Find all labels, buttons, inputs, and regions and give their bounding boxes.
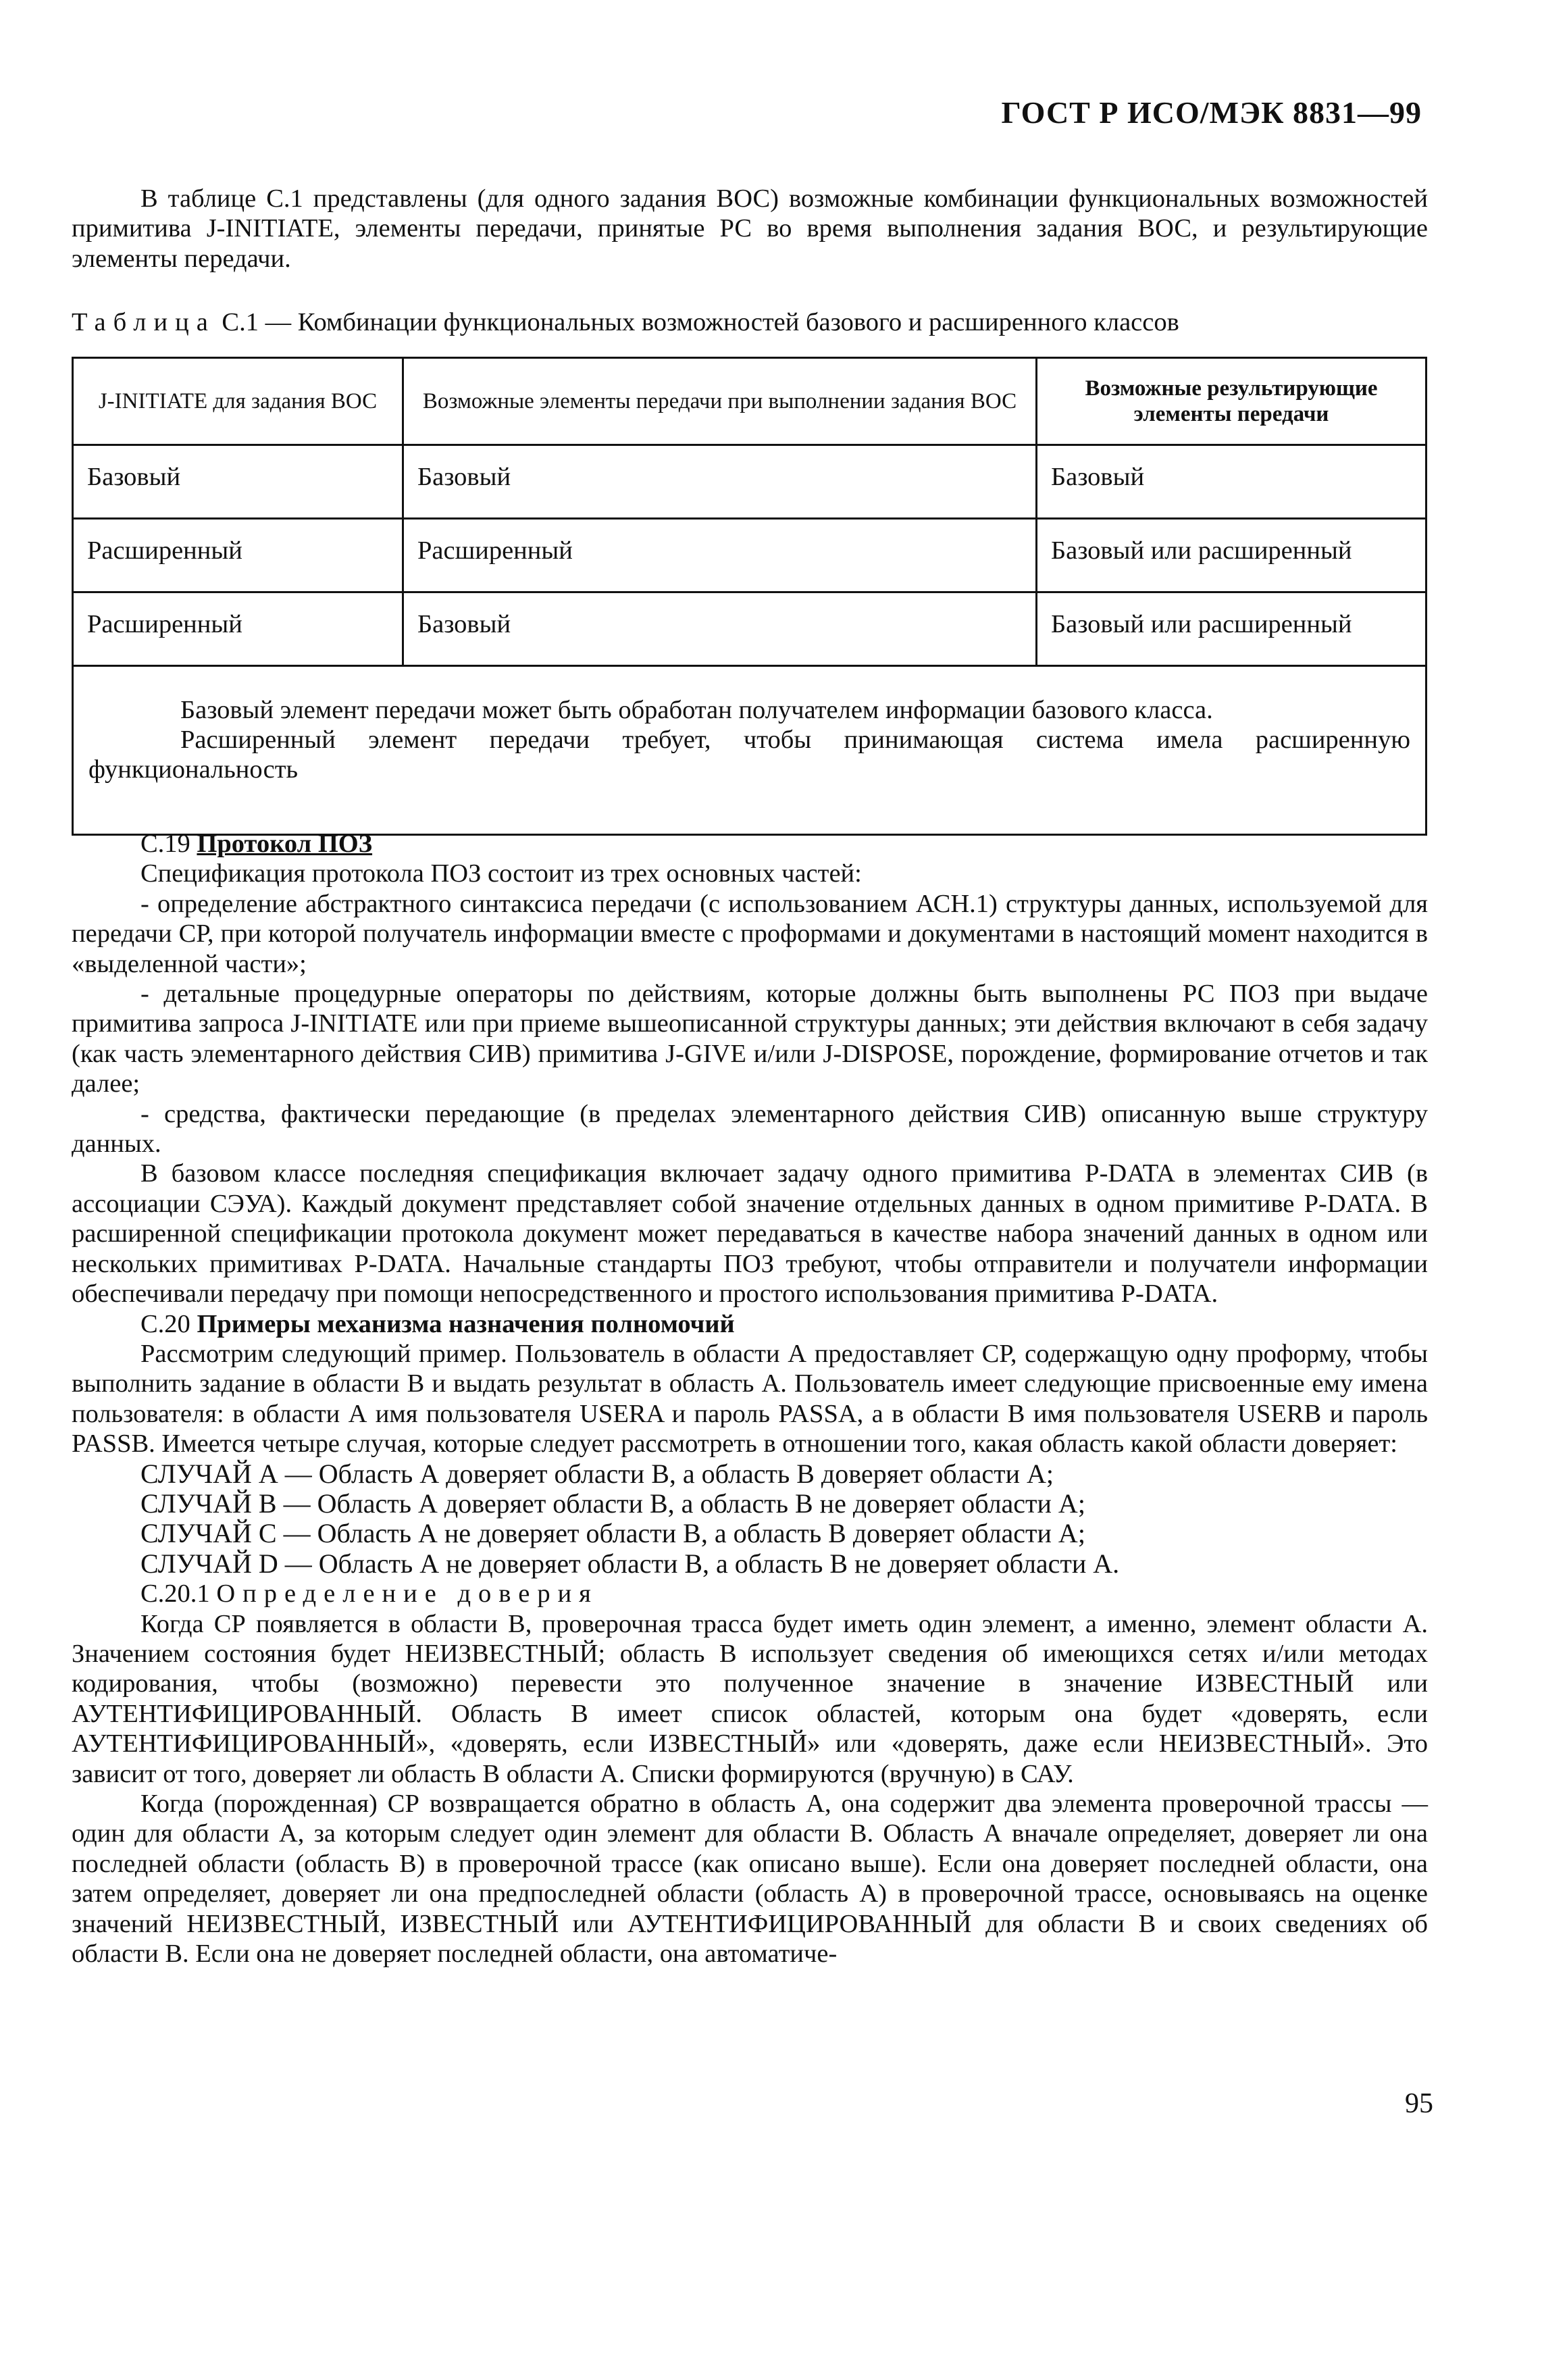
- list-item: - детальные процедурные операторы по действиям, которые должны быть выполнены РС ПОЗ при выдаче примитива запроса J-INITIATE или при приеме вышеописанной структуры данных; эти действия включают в себя задачу (как часть элементарного действия СИВ) примитива J-GIVE и/или J-DISPOSE, порождение, формирование отчетов и так далее;: [72, 980, 1428, 1098]
- table-cell: Базовый: [403, 592, 1037, 666]
- table-caption: [72, 307, 1179, 337]
- section-heading-c20: [72, 1309, 1428, 1339]
- paragraph: В базовом классе последняя спецификация включает задачу одного примитива P-DATA в элементах СИВ (в ассоциации СЭУА). Каждый документ представляет собой значение отдельных данных в одном примитиве P-DATA. В расширенной спецификации протокола документ может передаваться в качестве набора значений данных в одном или нескольких примитивах P-DATA. Начальные стандарты ПОЗ требуют, чтобы отправители и получатели информации обеспечивали передачу при помощи непосредственного и простого использования примитива P-DATA.: [72, 1159, 1428, 1309]
- table-note-row: [73, 666, 1427, 835]
- section-title: Примеры механизма назначения полномочий: [197, 1309, 735, 1338]
- table-note-line-2: Расширенный элемент передачи требует, чтобы принимающая система имела расширенную функциональность: [88, 726, 1410, 784]
- list-item: - определение абстрактного синтаксиса передачи (с использованием АСН.1) структуры данных, используемой для передачи СР, при которой получатель информации вместе с проформами и документами в настоящий момент находится в «выделенной части»;: [72, 889, 1428, 978]
- table-cell: Базовый или расширенный: [1037, 592, 1427, 666]
- table-cell: Базовый: [403, 445, 1037, 519]
- table-row: [73, 445, 1427, 519]
- table-cell: Базовый: [1037, 445, 1427, 519]
- page-header-doc-id: ГОСТ Р ИСО/МЭК 8831—99: [1001, 95, 1422, 130]
- table-header-cell: J-INITIATE для задания ВОС: [73, 358, 403, 445]
- table-header-cell: Возможные результирующие элементы передачи: [1037, 358, 1427, 445]
- table-caption-label: Таблица: [72, 308, 215, 336]
- paragraph: Когда (порожденная) СР возвращается обратно в область А, она содержит два элемента проверочной трассы — один для области А, за которым следует один элемент для области В. Область А вначале определяет, доверяет ли она последней области (область В) в проверочной трассе (как описано выше). Если она доверяет последней области, она затем определяет, доверяет ли она предпоследней области (область А) в проверочной трассе, основываясь на оценке значений НЕИЗВЕСТНЫЙ, ИЗВЕСТНЫЙ или АУТЕНТИФИЦИРОВАННЫЙ для области В и своих сведениях об области В. Если она не доверяет последней области, она автоматиче-: [72, 1790, 1428, 1969]
- table-note-line-1: Базовый элемент передачи может быть обработан получателем информации базового класса.: [180, 696, 1213, 724]
- paragraph: Спецификация протокола ПОЗ состоит из трех основных частей:: [140, 859, 862, 888]
- case-item: СЛУЧАЙ А — Область А доверяет области В, а область В доверяет области А;: [140, 1458, 1054, 1489]
- section-heading-c201: [72, 1579, 1428, 1609]
- table-caption-text: С.1 — Комбинации функциональных возможностей базового и расширенного классов: [222, 308, 1179, 336]
- table-header-cell: Возможные элементы передачи при выполнении задания ВОС: [403, 358, 1037, 445]
- table-cell: Расширенный: [403, 519, 1037, 592]
- table-row: [73, 592, 1427, 666]
- case-item: СЛУЧАЙ D — Область А не доверяет области В, а область В не доверяет области А.: [140, 1548, 1120, 1579]
- body-text: [72, 829, 1428, 1969]
- table-cell: Расширенный: [73, 519, 403, 592]
- intro-paragraph: В таблице С.1 представлены (для одного задания ВОС) возможные комбинации функциональных возможностей примитива J-INITIATE, элементы передачи, принятые РС во время выполнения задания ВОС, и результирующие элементы передачи.: [72, 184, 1428, 273]
- section-heading-c19: [72, 829, 1428, 859]
- case-item: СЛУЧАЙ В — Область А доверяет области В, а область В не доверяет области А;: [140, 1488, 1085, 1519]
- section-number: С.19: [140, 830, 190, 858]
- intro-block: [72, 184, 1428, 274]
- table-cell: Расширенный: [73, 592, 403, 666]
- table-note: [73, 666, 1427, 835]
- table-cell: Базовый: [73, 445, 403, 519]
- section-title: Протокол ПОЗ: [197, 830, 373, 858]
- page-number: 95: [1405, 2088, 1433, 2119]
- table-header-row: [73, 358, 1427, 445]
- case-item: СЛУЧАЙ С — Область А не доверяет области В, а область В доверяет области А;: [140, 1518, 1085, 1549]
- list-item: - средства, фактически передающие (в пределах элементарного действия СИВ) описанную выше структуру данных.: [72, 1099, 1428, 1159]
- table-row: [73, 519, 1427, 592]
- paragraph: Когда СР появляется в области В, проверочная трасса будет иметь один элемент, а именно, элемент области А. Значением состояния будет НЕИЗВЕСТНЫЙ; область В использует сведения об имеющихся сетях и/или методах кодирования, чтобы (возможно) перевести это полученное значение в значение ИЗВЕСТНЫЙ или АУТЕНТИФИЦИРОВАННЫЙ. Область В имеет список областей, которым она будет «доверять, если АУТЕНТИФИЦИРОВАННЫЙ», «доверять, если ИЗВЕСТНЫЙ» или «доверять, даже если НЕИЗВЕСТНЫЙ». Это зависит от того, доверяет ли область В области А. Списки формируются (вручную) в САУ.: [72, 1609, 1428, 1788]
- section-number: С.20.1: [140, 1579, 210, 1609]
- table-cell: Базовый или расширенный: [1037, 519, 1427, 592]
- paragraph: Рассмотрим следующий пример. Пользователь в области А предоставляет СР, содержащую одну проформу, чтобы выполнить задание в области В и выдать результат в область А. Пользователь имеет следующие присвоенные ему имена пользователя: в области А имя пользователя USERA и пароль PASSA, а в области В имя пользователя USERB и пароль PASSB. Имеется четыре случая, которые следует рассмотреть в отношении того, какая область какой области доверяет:: [72, 1339, 1429, 1459]
- table-c1: [72, 357, 1427, 836]
- section-title: Определение доверия: [216, 1579, 598, 1609]
- section-number: С.20: [140, 1309, 190, 1338]
